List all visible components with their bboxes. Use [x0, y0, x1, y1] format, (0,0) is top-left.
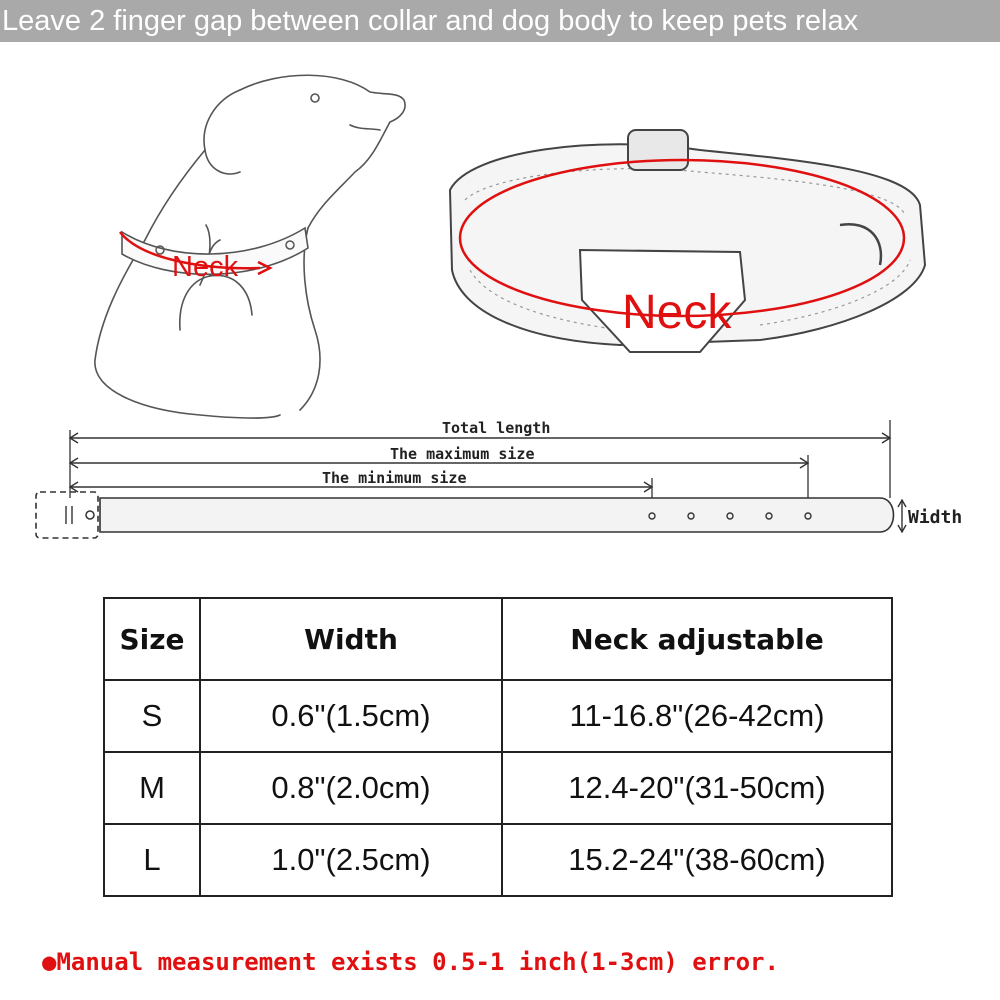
cell-size: M	[104, 752, 200, 824]
table-row	[104, 680, 892, 752]
total-length-label: Total length	[442, 419, 551, 437]
header-neck: Neck adjustable	[502, 598, 892, 680]
bullet-icon: ●	[42, 948, 57, 976]
footnote-text: Manual measurement exists 0.5-1 inch(1-3cm) error.	[56, 948, 779, 976]
header-width: Width	[200, 598, 502, 680]
cell-neck: 15.2-24"(38-60cm)	[502, 824, 892, 896]
width-label: Width	[908, 507, 963, 528]
table-header-row	[104, 598, 892, 680]
measurement-diagram	[36, 420, 906, 538]
cell-size: S	[104, 680, 200, 752]
cell-width: 0.6"(1.5cm)	[200, 680, 502, 752]
header-size: Size	[104, 598, 200, 680]
top-banner	[0, 0, 1000, 42]
cell-neck: 11-16.8"(26-42cm)	[502, 680, 892, 752]
cell-neck: 12.4-20"(31-50cm)	[502, 752, 892, 824]
footnote	[42, 948, 992, 976]
cell-size: L	[104, 824, 200, 896]
cell-width: 0.8"(2.0cm)	[200, 752, 502, 824]
table-row	[104, 752, 892, 824]
dog-neck-label: Neck	[172, 251, 239, 283]
collar-illustration	[0, 42, 1000, 602]
cell-width: 1.0"(2.5cm)	[200, 824, 502, 896]
size-table	[103, 597, 893, 897]
table-row	[104, 824, 892, 896]
banner-text: Leave 2 finger gap between collar and dog body to keep pets relax	[2, 5, 859, 37]
collar-neck-label: Neck	[622, 286, 732, 339]
max-size-label: The maximum size	[390, 445, 535, 463]
min-size-label: The minimum size	[322, 469, 467, 487]
